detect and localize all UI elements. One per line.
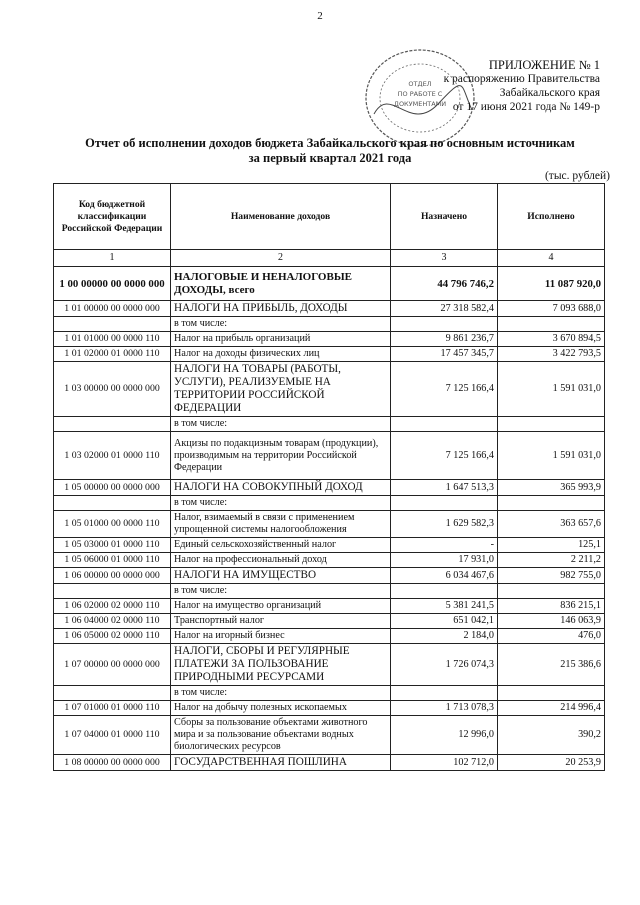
table-row [54, 496, 605, 511]
row-assigned: 9 861 236,7 [391, 332, 498, 347]
row-code: 1 07 01000 01 0000 110 [54, 701, 171, 716]
row-code: 1 01 02000 01 0000 110 [54, 347, 171, 362]
row-assigned: 1 713 078,3 [391, 701, 498, 716]
column-number: 2 [171, 250, 391, 267]
row-assigned: 17 931,0 [391, 553, 498, 568]
row-executed: 476,0 [498, 629, 605, 644]
row-name: НАЛОГИ, СБОРЫ И РЕГУЛЯРНЫЕ ПЛАТЕЖИ ЗА ПОЛЬЗОВАНИЕ ПРИРОДНЫМИ РЕСУРСАМИ [171, 644, 391, 686]
row-assigned: 102 712,0 [391, 755, 498, 771]
row-executed [498, 584, 605, 599]
table-row [54, 701, 605, 716]
row-assigned: 27 318 582,4 [391, 301, 498, 317]
row-name: Налог на доходы физических лиц [171, 347, 391, 362]
row-assigned: 7 125 166,4 [391, 362, 498, 417]
row-executed: 3 422 793,5 [498, 347, 605, 362]
row-executed: 20 253,9 [498, 755, 605, 771]
table-row [54, 432, 605, 480]
column-number: 3 [391, 250, 498, 267]
revenue-table [53, 183, 605, 771]
row-name: НАЛОГИ НА ИМУЩЕСТВО [171, 568, 391, 584]
row-executed: 982 755,0 [498, 568, 605, 584]
row-executed [498, 417, 605, 432]
row-assigned: 17 457 345,7 [391, 347, 498, 362]
table-row [54, 629, 605, 644]
row-code: 1 00 00000 00 0000 000 [54, 267, 171, 301]
row-name: Транспортный налог [171, 614, 391, 629]
row-code: 1 08 00000 00 0000 000 [54, 755, 171, 771]
table-row [54, 332, 605, 347]
row-assigned: 5 381 241,5 [391, 599, 498, 614]
row-executed: 215 386,6 [498, 644, 605, 686]
row-assigned: 7 125 166,4 [391, 432, 498, 480]
row-assigned [391, 317, 498, 332]
table-row [54, 686, 605, 701]
units-label: (тыс. рублей) [544, 170, 610, 182]
column-number: 4 [498, 250, 605, 267]
row-name: НАЛОГИ НА ПРИБЫЛЬ, ДОХОДЫ [171, 301, 391, 317]
row-executed: 125,1 [498, 538, 605, 553]
table-row [54, 538, 605, 553]
row-name: Единый сельскохозяйственный налог [171, 538, 391, 553]
appendix-line: к распоряжению Правительства [443, 73, 600, 85]
column-number-row [54, 250, 605, 267]
row-executed: 7 093 688,0 [498, 301, 605, 317]
row-executed: 2 211,2 [498, 553, 605, 568]
column-number: 1 [54, 250, 171, 267]
row-name: Акцизы по подакцизным товарам (продукции), производимым на территории Российской Федерации [171, 432, 391, 480]
table-row [54, 267, 605, 301]
table-row [54, 480, 605, 496]
row-code: 1 07 00000 00 0000 000 [54, 644, 171, 686]
row-assigned: 1 629 582,3 [391, 511, 498, 538]
row-name: Налог на добычу полезных ископаемых [171, 701, 391, 716]
row-code: 1 06 05000 02 0000 110 [54, 629, 171, 644]
table-row [54, 511, 605, 538]
table-row [54, 584, 605, 599]
row-executed: 390,2 [498, 716, 605, 755]
row-executed: 363 657,6 [498, 511, 605, 538]
header-executed: Исполнено [498, 184, 605, 250]
row-assigned: - [391, 538, 498, 553]
row-name: Налог на прибыль организаций [171, 332, 391, 347]
table-row [54, 317, 605, 332]
row-assigned: 2 184,0 [391, 629, 498, 644]
row-executed: 3 670 894,5 [498, 332, 605, 347]
appendix-line: от 17 июня 2021 года № 149-р [452, 101, 600, 113]
row-name: Налог на профессиональный доход [171, 553, 391, 568]
table-header-row [54, 184, 605, 250]
table-row [54, 644, 605, 686]
row-executed [498, 686, 605, 701]
appendix-header [397, 58, 600, 114]
document-title [40, 136, 620, 166]
table-row [54, 568, 605, 584]
row-code: 1 01 01000 00 0000 110 [54, 332, 171, 347]
row-name: в том числе: [171, 317, 391, 332]
row-name: НАЛОГИ НА ТОВАРЫ (РАБОТЫ, УСЛУГИ), РЕАЛИЗУЕМЫЕ НА ТЕРРИТОРИИ РОССИЙСКОЙ ФЕДЕРАЦИИ [171, 362, 391, 417]
row-code: 1 05 01000 00 0000 110 [54, 511, 171, 538]
row-code [54, 317, 171, 332]
svg-text:ДОКУМЕНТАМИ: ДОКУМЕНТАМИ [393, 100, 447, 108]
header-name: Наименование доходов [171, 184, 391, 250]
row-code: 1 03 02000 01 0000 110 [54, 432, 171, 480]
row-name: в том числе: [171, 417, 391, 432]
row-name: в том числе: [171, 584, 391, 599]
row-assigned [391, 584, 498, 599]
row-code: 1 06 04000 02 0000 110 [54, 614, 171, 629]
row-code: 1 06 00000 00 0000 000 [54, 568, 171, 584]
row-assigned: 1 647 513,3 [391, 480, 498, 496]
row-name: Налог на игорный бизнес [171, 629, 391, 644]
row-executed: 11 087 920,0 [498, 267, 605, 301]
row-executed: 836 215,1 [498, 599, 605, 614]
row-executed: 146 063,9 [498, 614, 605, 629]
row-assigned: 12 996,0 [391, 716, 498, 755]
row-executed: 1 591 031,0 [498, 362, 605, 417]
table-row [54, 755, 605, 771]
table-row [54, 417, 605, 432]
table-row [54, 301, 605, 317]
row-name: Налог, взимаемый в связи с применением упрощенной системы налогообложения [171, 511, 391, 538]
row-name: ГОСУДАРСТВЕННАЯ ПОШЛИНА [171, 755, 391, 771]
table-row [54, 553, 605, 568]
row-assigned: 6 034 467,6 [391, 568, 498, 584]
row-code: 1 06 02000 02 0000 110 [54, 599, 171, 614]
page-number: 2 [317, 10, 323, 22]
row-code [54, 686, 171, 701]
row-executed: 214 996,4 [498, 701, 605, 716]
row-name: в том числе: [171, 686, 391, 701]
row-assigned [391, 496, 498, 511]
svg-text:ОТДЕЛ: ОТДЕЛ [408, 80, 432, 88]
row-assigned [391, 417, 498, 432]
row-name: Налог на имущество организаций [171, 599, 391, 614]
header-assigned: Назначено [391, 184, 498, 250]
row-assigned: 651 042,1 [391, 614, 498, 629]
row-assigned: 1 726 074,3 [391, 644, 498, 686]
table-row [54, 716, 605, 755]
row-name: НАЛОГОВЫЕ И НЕНАЛОГОВЫЕ ДОХОДЫ, всего [171, 267, 391, 301]
row-code: 1 05 00000 00 0000 000 [54, 480, 171, 496]
table-row [54, 347, 605, 362]
row-code [54, 496, 171, 511]
row-name: Сборы за пользование объектами животного мира и за пользование объектами водных биологических ресурсов [171, 716, 391, 755]
table-row [54, 599, 605, 614]
row-executed [498, 496, 605, 511]
document-title-line: за первый квартал 2021 года [248, 151, 412, 165]
row-code: 1 05 06000 01 0000 110 [54, 553, 171, 568]
appendix-title: ПРИЛОЖЕНИЕ № 1 [488, 58, 600, 72]
row-executed: 1 591 031,0 [498, 432, 605, 480]
row-name: НАЛОГИ НА СОВОКУПНЫЙ ДОХОД [171, 480, 391, 496]
row-code [54, 584, 171, 599]
row-executed [498, 317, 605, 332]
svg-text:ПО РАБОТЕ С: ПО РАБОТЕ С [397, 90, 443, 98]
row-code: 1 05 03000 01 0000 110 [54, 538, 171, 553]
header-code: Код бюджетной классификации Российской Федерации [54, 184, 171, 250]
row-code: 1 03 00000 00 0000 000 [54, 362, 171, 417]
appendix-line: Забайкальского края [499, 87, 600, 99]
row-assigned: 44 796 746,2 [391, 267, 498, 301]
row-code: 1 01 00000 00 0000 000 [54, 301, 171, 317]
document-title-line: Отчет об исполнении доходов бюджета Забайкальского края по основным источникам [85, 136, 575, 150]
row-name: в том числе: [171, 496, 391, 511]
row-code [54, 417, 171, 432]
table-row [54, 614, 605, 629]
row-code: 1 07 04000 01 0000 110 [54, 716, 171, 755]
row-assigned [391, 686, 498, 701]
table-row [54, 362, 605, 417]
row-executed: 365 993,9 [498, 480, 605, 496]
